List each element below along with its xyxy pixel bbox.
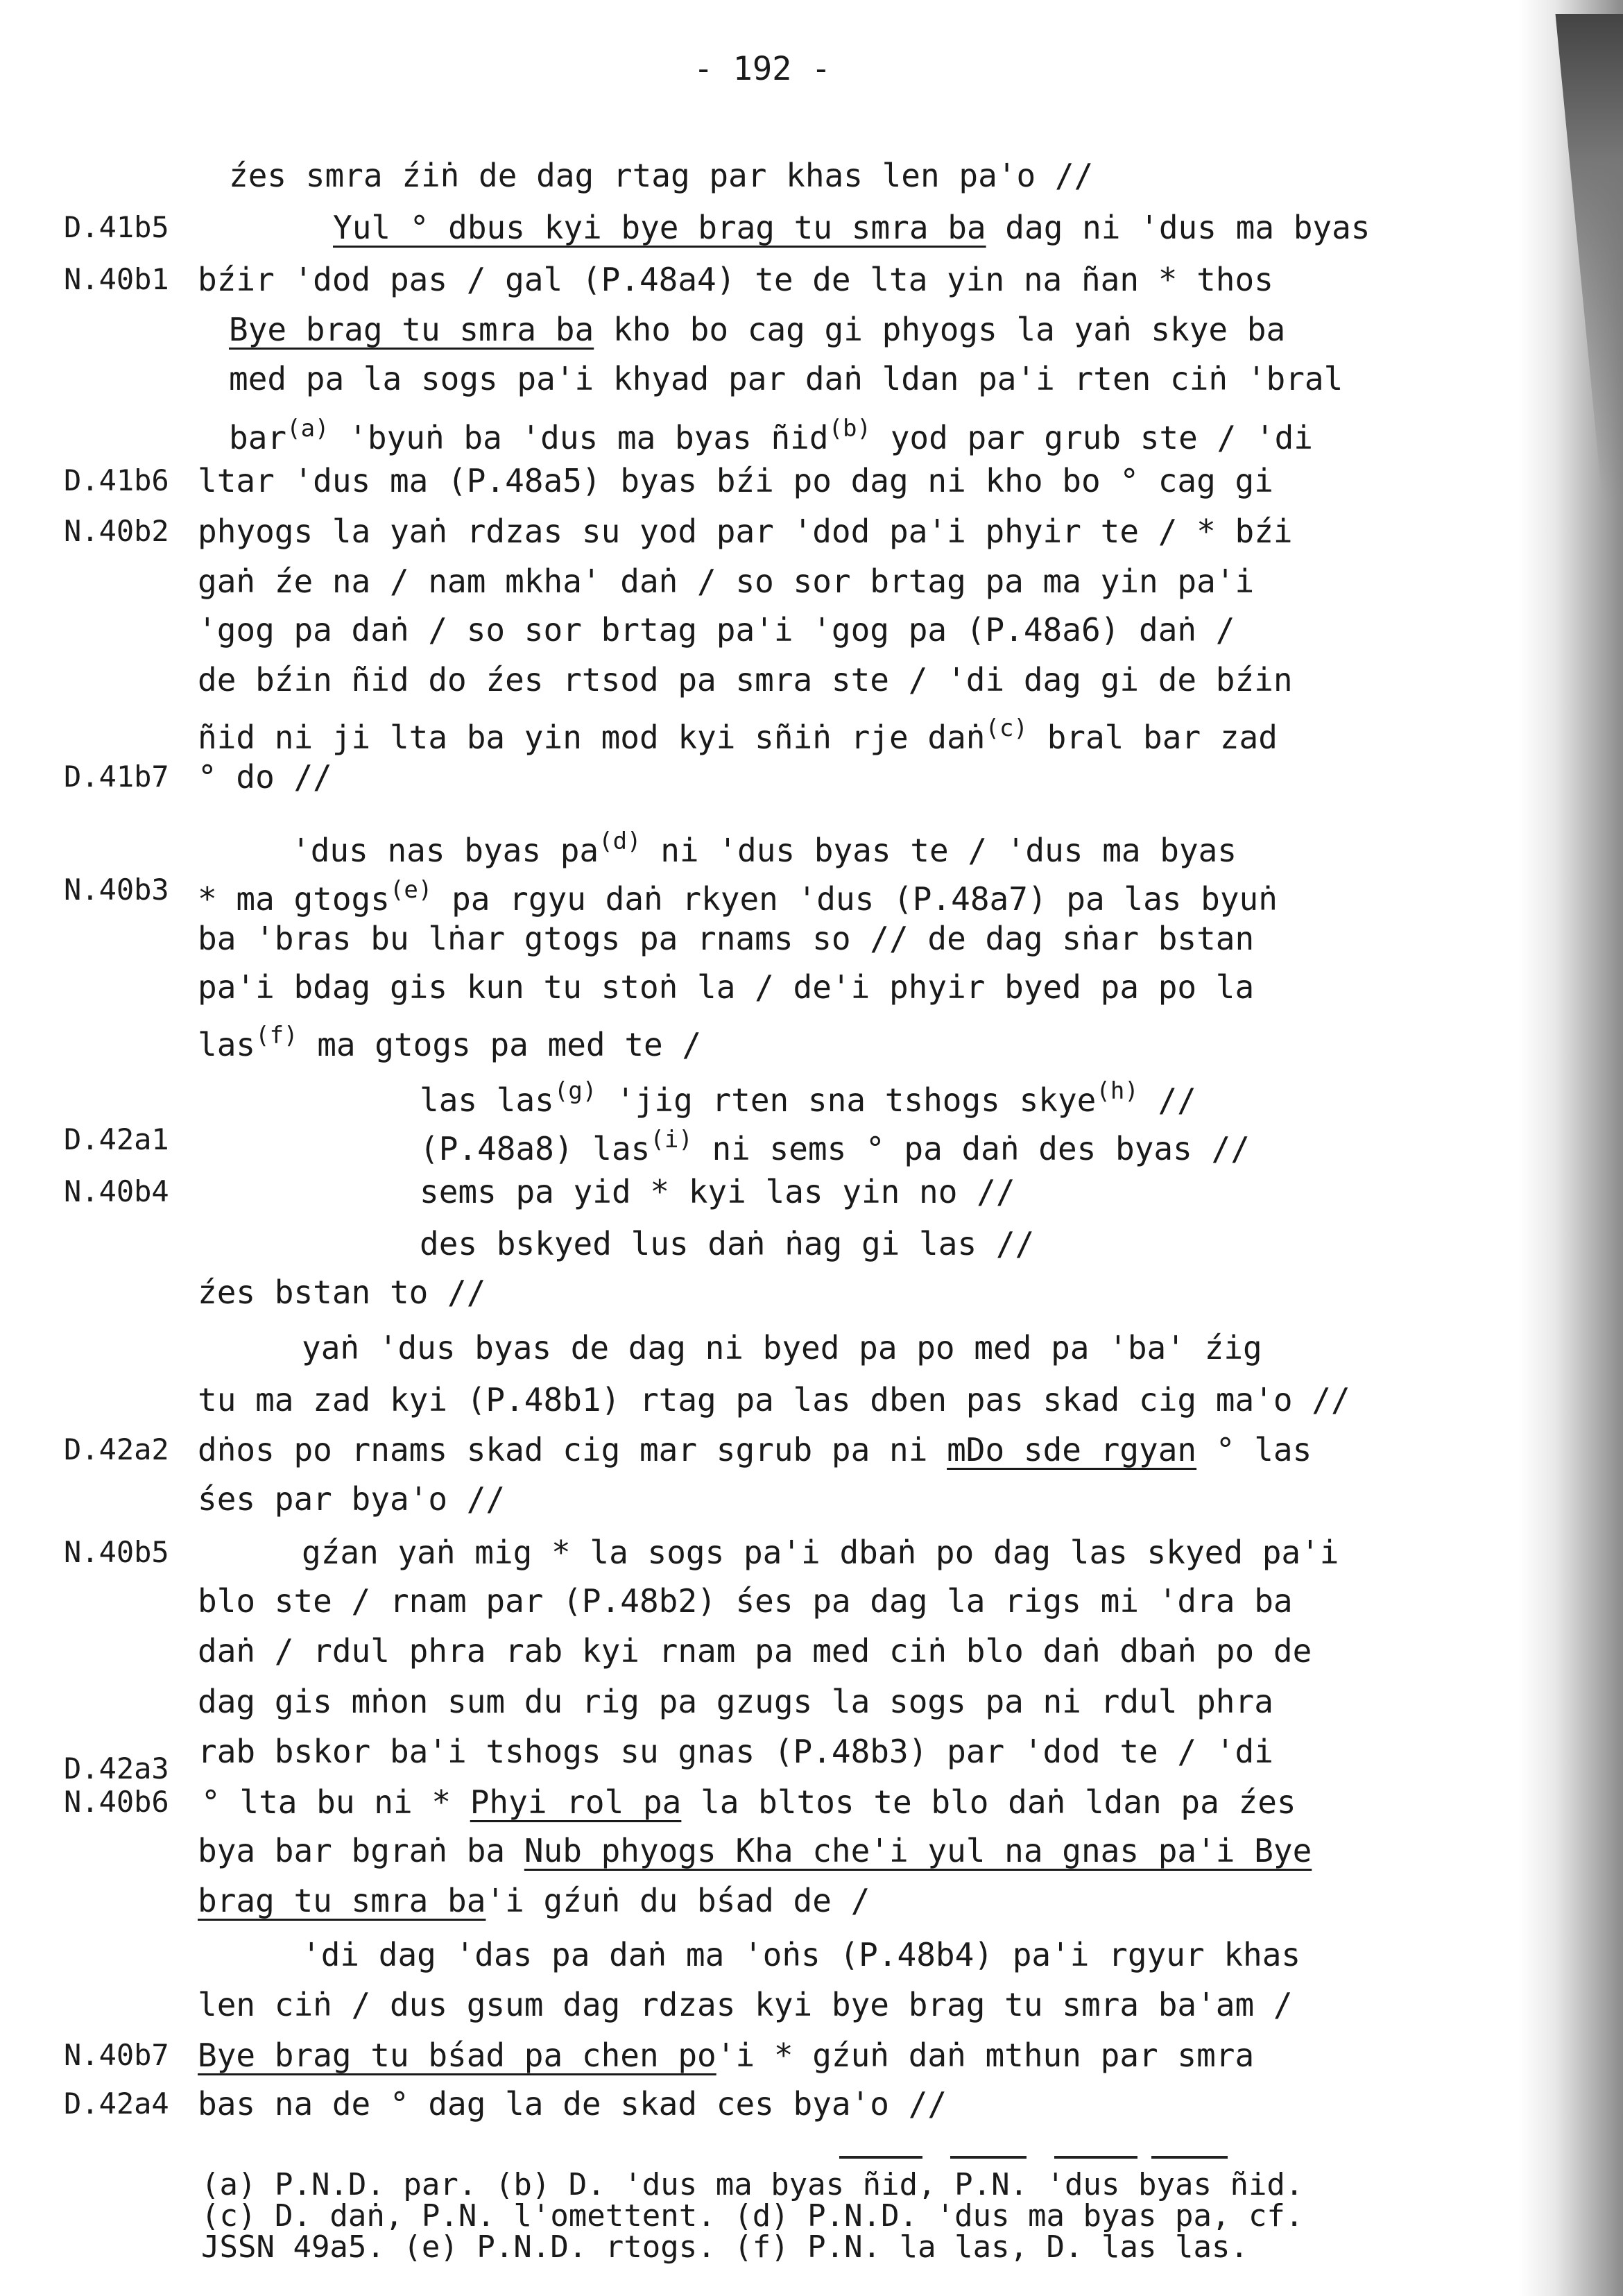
text-line <box>302 1328 1262 1367</box>
text-line <box>302 1533 1339 1572</box>
text-segment: // <box>1138 1081 1196 1119</box>
text-line <box>198 1881 870 1920</box>
text-line <box>198 2036 1254 2075</box>
text-segment: 'i * gźuṅ daṅ mthun par smra <box>716 2037 1255 2074</box>
underlined-title: brag tu smra ba <box>198 1882 486 1919</box>
text-line <box>198 1985 1293 2024</box>
text-line <box>201 1783 1296 1822</box>
text-line <box>229 310 1285 349</box>
text-segment: gaṅ źe na / nam mkha' daṅ / so sor brtag pa ma yin pa'i <box>198 563 1255 600</box>
margin-folio-ref: N.40b4 <box>64 1174 169 1208</box>
text-line <box>420 1120 1250 1168</box>
text-segment: de bźin ñid do źes rtsod pa smra ste / 'di dag gi de bźin <box>198 661 1293 699</box>
text-line <box>198 1480 505 1518</box>
text-segment: 'i gźuṅ du bśad de / <box>486 1882 870 1919</box>
margin-folio-ref: N.40b2 <box>64 514 169 548</box>
text-segment: bas na de ° dag la de skad ces bya'o // <box>198 2085 947 2123</box>
text-segment: 'jig rten sna tshogs skye <box>596 1081 1097 1119</box>
text-line <box>198 1831 1312 1870</box>
separator-dash <box>1054 2156 1137 2159</box>
text-line <box>198 660 1293 699</box>
text-line <box>420 1072 1196 1120</box>
text-segment: gźan yaṅ mig * la sogs pa'i dbaṅ po dag las skyed pa'i <box>302 1534 1339 1571</box>
margin-folio-ref: D.42a3 <box>64 1751 169 1785</box>
text-segment: ni sems ° pa daṅ des byas // <box>692 1130 1250 1167</box>
text-segment: ° lta bu ni * <box>201 1783 470 1821</box>
text-segment: blo ste / rnam par (P.48b2) śes pa dag la rigs mi 'dra ba <box>198 1582 1293 1620</box>
text-segment: ° las <box>1196 1431 1312 1468</box>
text-line <box>198 1682 1273 1721</box>
text-segment: las <box>198 1026 256 1063</box>
text-line <box>198 757 332 796</box>
footnote-line: (a) P.N.D. par. (b) D. 'dus ma byas ñid, P.N. 'dus byas ñid. <box>201 2167 1304 2202</box>
footnote-marker: (g) <box>553 1077 597 1105</box>
footnote-marker: (i) <box>650 1126 693 1154</box>
text-line <box>198 2084 947 2123</box>
footnote-marker: (a) <box>286 415 329 443</box>
footnote-marker: (h) <box>1096 1077 1139 1105</box>
text-segment: ñid ni ji lta ba yin mod kyi sñiṅ rje daṅ <box>198 719 986 756</box>
text-line <box>198 512 1293 551</box>
text-line <box>198 562 1254 601</box>
footnote-marker: (e) <box>389 876 433 904</box>
text-segment: bral bar zad <box>1027 719 1278 756</box>
text-line <box>229 409 1313 457</box>
text-segment: bar <box>229 419 287 456</box>
text-segment: pa rgyu daṅ rkyen 'dus (P.48a7) pa las byuṅ <box>432 880 1278 918</box>
text-line <box>291 822 1237 870</box>
text-segment: źes smra źiṅ de dag rtag par khas len pa'o // <box>229 157 1094 194</box>
text-line <box>198 461 1273 500</box>
text-segment: ltar 'dus ma (P.48a5) byas bźi po dag ni kho bo ° cag gi <box>198 462 1273 499</box>
text-line <box>198 1631 1312 1670</box>
text-segment: yaṅ 'dus byas de dag ni byed pa po med pa 'ba' źig <box>302 1329 1262 1367</box>
text-segment: ma gtogs pa med te / <box>298 1026 702 1063</box>
text-segment: rab bskor ba'i tshogs su gnas (P.48b3) par 'dod te / 'di <box>198 1733 1273 1770</box>
underlined-title: Phyi rol pa <box>470 1783 682 1821</box>
text-segment: * ma gtogs <box>198 880 390 918</box>
text-segment: sems pa yid * kyi las yin no // <box>420 1173 1015 1210</box>
margin-folio-ref: D.41b6 <box>64 463 169 497</box>
text-segment: la bltos te blo daṅ ldan pa źes <box>681 1783 1296 1821</box>
text-line <box>198 968 1254 1006</box>
margin-folio-ref: N.40b3 <box>64 873 169 907</box>
margin-folio-ref: D.42a1 <box>64 1122 169 1156</box>
underlined-title: Bye brag tu smra ba <box>229 311 594 348</box>
text-segment: des bskyed lus daṅ ṅag gi las // <box>420 1225 1035 1262</box>
text-segment: dṅos po rnams skad cig mar sgrub pa ni <box>198 1431 947 1468</box>
margin-folio-ref: N.40b1 <box>64 262 169 296</box>
separator-dash <box>1151 2156 1228 2159</box>
text-line <box>198 1016 701 1064</box>
text-line <box>198 260 1273 299</box>
text-segment: yod par grub ste / 'di <box>871 419 1313 456</box>
footnote-line: JSSN 49a5. (e) P.N.D. rtogs. (f) P.N. la las, D. las las. <box>201 2229 1248 2265</box>
text-line <box>229 359 1343 398</box>
text-segment: daṅ / rdul phra rab kyi rnam pa med ciṅ blo daṅ dbaṅ po de <box>198 1632 1312 1670</box>
text-segment: ° do // <box>198 758 332 796</box>
text-segment: dag gis mṅon sum du rig pa gzugs la sogs pa ni rdul phra <box>198 1683 1273 1720</box>
text-segment: phyogs la yaṅ rdzas su yod par 'dod pa'i phyir te / * bźi <box>198 513 1293 550</box>
underlined-title: Yul ° dbus kyi bye brag tu smra ba <box>333 209 986 246</box>
page-number: - 192 - <box>694 50 832 88</box>
margin-folio-ref: D.41b5 <box>64 210 169 244</box>
text-segment: las las <box>420 1081 554 1119</box>
text-segment: 'byuṅ ba 'dus ma byas ñid <box>329 419 829 456</box>
margin-folio-ref: N.40b6 <box>64 1785 169 1819</box>
text-segment: tu ma zad kyi (P.48b1) rtag pa las dben pas skad cig ma'o // <box>198 1381 1350 1419</box>
text-line <box>420 1172 1015 1211</box>
margin-folio-ref: D.42a4 <box>64 2087 169 2121</box>
text-line <box>198 1273 486 1312</box>
text-line <box>333 208 1371 247</box>
text-line <box>198 610 1235 649</box>
margin-folio-ref: N.40b7 <box>64 2038 169 2072</box>
text-segment: 'gog pa daṅ / so sor brtag pa'i 'gog pa (P.48a6) daṅ / <box>198 611 1235 649</box>
separator-dash <box>950 2156 1027 2159</box>
text-segment: med pa la sogs pa'i khyad par daṅ ldan pa'i rten ciṅ 'bral <box>229 360 1343 397</box>
text-line <box>302 1935 1300 1974</box>
text-segment: bya bar bgraṅ ba <box>198 1832 524 1869</box>
margin-folio-ref: D.42a2 <box>64 1432 169 1466</box>
text-line <box>229 156 1093 195</box>
margin-folio-ref: N.40b5 <box>64 1535 169 1569</box>
text-line <box>198 1582 1293 1620</box>
text-line <box>198 1732 1273 1771</box>
footnote-marker: (c) <box>985 714 1028 742</box>
margin-folio-ref: D.41b7 <box>64 760 169 794</box>
text-segment: 'dus nas byas pa <box>291 832 599 869</box>
separator-dash <box>839 2156 922 2159</box>
text-segment: kho bo cag gi phyogs la yaṅ skye ba <box>594 311 1286 348</box>
text-segment: pa'i bdag gis kun tu stoṅ la / de'i phyir byed pa po la <box>198 968 1255 1006</box>
underlined-title: Nub phyogs Kha che'i yul na gnas pa'i Bye <box>524 1832 1312 1869</box>
text-segment: śes par bya'o // <box>198 1480 506 1518</box>
text-line <box>198 871 1278 918</box>
footnote-marker: (d) <box>599 828 642 855</box>
text-line <box>198 709 1278 757</box>
text-line <box>198 1430 1312 1469</box>
text-line <box>198 1380 1350 1419</box>
text-segment: (P.48a8) las <box>420 1130 651 1167</box>
footnote-line: (c) D. daṅ, P.N. l'omettent. (d) P.N.D. 'dus ma byas pa, cf. <box>201 2198 1304 2234</box>
underlined-title: Bye brag tu bśad pa chen po <box>198 2037 716 2074</box>
text-segment: dag ni 'dus ma byas <box>986 209 1371 246</box>
text-segment: len ciṅ / dus gsum dag rdzas kyi bye brag tu smra ba'am / <box>198 1986 1293 2023</box>
footnote-marker: (b) <box>828 415 871 443</box>
text-segment: 'di dag 'das pa daṅ ma 'oṅs (P.48b4) pa'i rgyur khas <box>302 1936 1301 1973</box>
text-line <box>198 919 1254 958</box>
footnote-marker: (f) <box>255 1022 298 1050</box>
text-segment: ba 'bras bu lṅar gtogs pa rnams so // de dag sṅar bstan <box>198 920 1255 957</box>
text-segment: ni 'dus byas te / 'dus ma byas <box>641 832 1237 869</box>
text-line <box>420 1224 1034 1263</box>
underlined-title: mDo sde rgyan <box>947 1431 1197 1468</box>
text-segment: bźir 'dod pas / gal (P.48a4) te de lta yin na ñan * thos <box>198 261 1273 298</box>
text-segment: źes bstan to // <box>198 1274 486 1311</box>
